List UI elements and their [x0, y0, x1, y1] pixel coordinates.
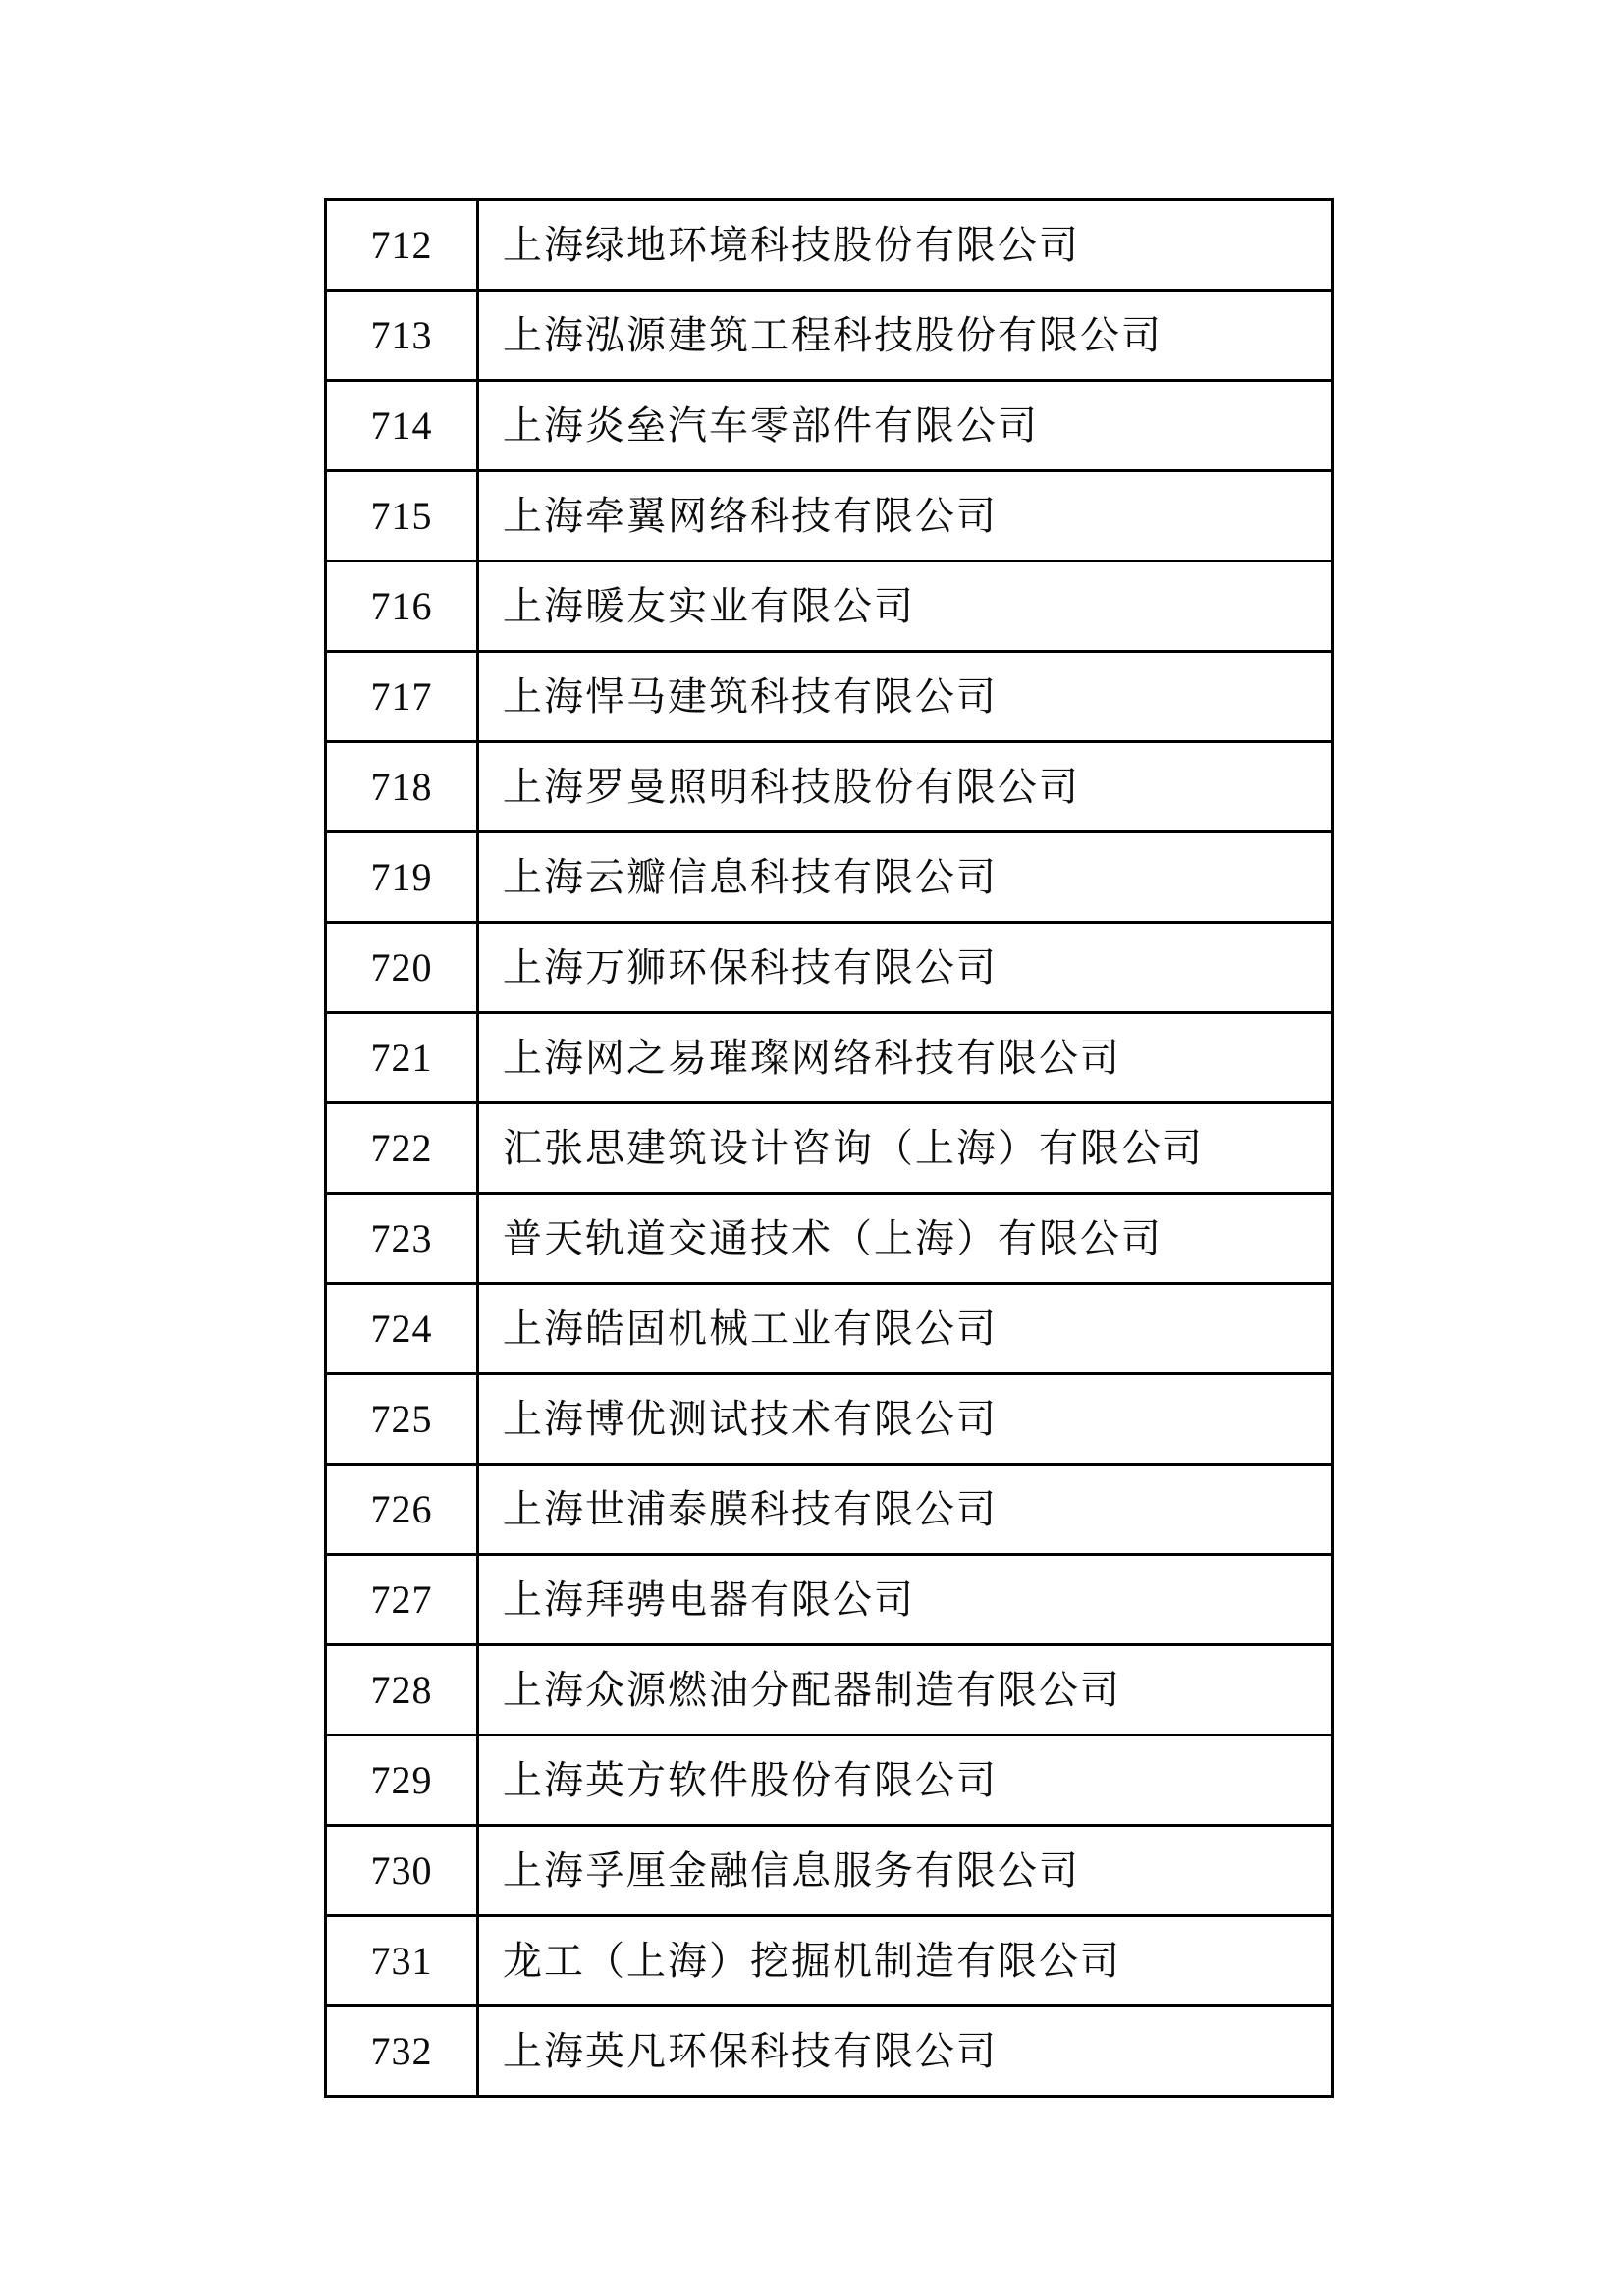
- company-name: 上海暖友实业有限公司: [478, 561, 1333, 652]
- table-row: [326, 381, 1333, 471]
- table-row: [326, 923, 1333, 1013]
- row-number: 725: [326, 1374, 478, 1465]
- company-name: 上海世浦泰膜科技有限公司: [478, 1465, 1333, 1555]
- row-number: 716: [326, 561, 478, 652]
- table-row: [326, 200, 1333, 291]
- table-row: [326, 1284, 1333, 1374]
- table-row: [326, 1465, 1333, 1555]
- company-name: 上海云瓣信息科技有限公司: [478, 832, 1333, 923]
- row-number: 718: [326, 742, 478, 832]
- table-row: [326, 1645, 1333, 1735]
- row-number: 727: [326, 1555, 478, 1645]
- company-name: 上海网之易璀璨网络科技有限公司: [478, 1013, 1333, 1103]
- row-number: 712: [326, 200, 478, 291]
- table-row: [326, 2006, 1333, 2097]
- company-name: 上海博优测试技术有限公司: [478, 1374, 1333, 1465]
- row-number: 726: [326, 1465, 478, 1555]
- row-number: 720: [326, 923, 478, 1013]
- row-number: 713: [326, 291, 478, 381]
- company-name: 上海泓源建筑工程科技股份有限公司: [478, 291, 1333, 381]
- company-name: 龙工（上海）挖掘机制造有限公司: [478, 1916, 1333, 2006]
- company-name: 上海英凡环保科技有限公司: [478, 2006, 1333, 2097]
- table-row: [326, 832, 1333, 923]
- row-number: 732: [326, 2006, 478, 2097]
- row-number: 719: [326, 832, 478, 923]
- table-row: [326, 1013, 1333, 1103]
- row-number: 729: [326, 1735, 478, 1826]
- table-row: [326, 561, 1333, 652]
- company-name: 上海孚厘金融信息服务有限公司: [478, 1826, 1333, 1916]
- row-number: 717: [326, 652, 478, 742]
- row-number: 723: [326, 1194, 478, 1284]
- company-name: 上海万狮环保科技有限公司: [478, 923, 1333, 1013]
- row-number: 721: [326, 1013, 478, 1103]
- table-row: [326, 742, 1333, 832]
- table-row: [326, 291, 1333, 381]
- company-list-table: [324, 198, 1334, 2098]
- company-name: 上海炎垒汽车零部件有限公司: [478, 381, 1333, 471]
- row-number: 714: [326, 381, 478, 471]
- row-number: 724: [326, 1284, 478, 1374]
- company-name: 上海英方软件股份有限公司: [478, 1735, 1333, 1826]
- table-row: [326, 1555, 1333, 1645]
- company-name: 上海牵翼网络科技有限公司: [478, 471, 1333, 561]
- company-name: 普天轨道交通技术（上海）有限公司: [478, 1194, 1333, 1284]
- row-number: 731: [326, 1916, 478, 2006]
- table-row: [326, 652, 1333, 742]
- table-row: [326, 1916, 1333, 2006]
- row-number: 722: [326, 1103, 478, 1194]
- row-number: 715: [326, 471, 478, 561]
- row-number: 728: [326, 1645, 478, 1735]
- company-name: 汇张思建筑设计咨询（上海）有限公司: [478, 1103, 1333, 1194]
- table-row: [326, 1194, 1333, 1284]
- table-row: [326, 471, 1333, 561]
- company-name: 上海众源燃油分配器制造有限公司: [478, 1645, 1333, 1735]
- table-row: [326, 1103, 1333, 1194]
- table-row: [326, 1735, 1333, 1826]
- company-name: 上海罗曼照明科技股份有限公司: [478, 742, 1333, 832]
- company-name: 上海拜骋电器有限公司: [478, 1555, 1333, 1645]
- table-row: [326, 1374, 1333, 1465]
- company-name: 上海绿地环境科技股份有限公司: [478, 200, 1333, 291]
- row-number: 730: [326, 1826, 478, 1916]
- company-name: 上海皓固机械工业有限公司: [478, 1284, 1333, 1374]
- company-name: 上海悍马建筑科技有限公司: [478, 652, 1333, 742]
- table-row: [326, 1826, 1333, 1916]
